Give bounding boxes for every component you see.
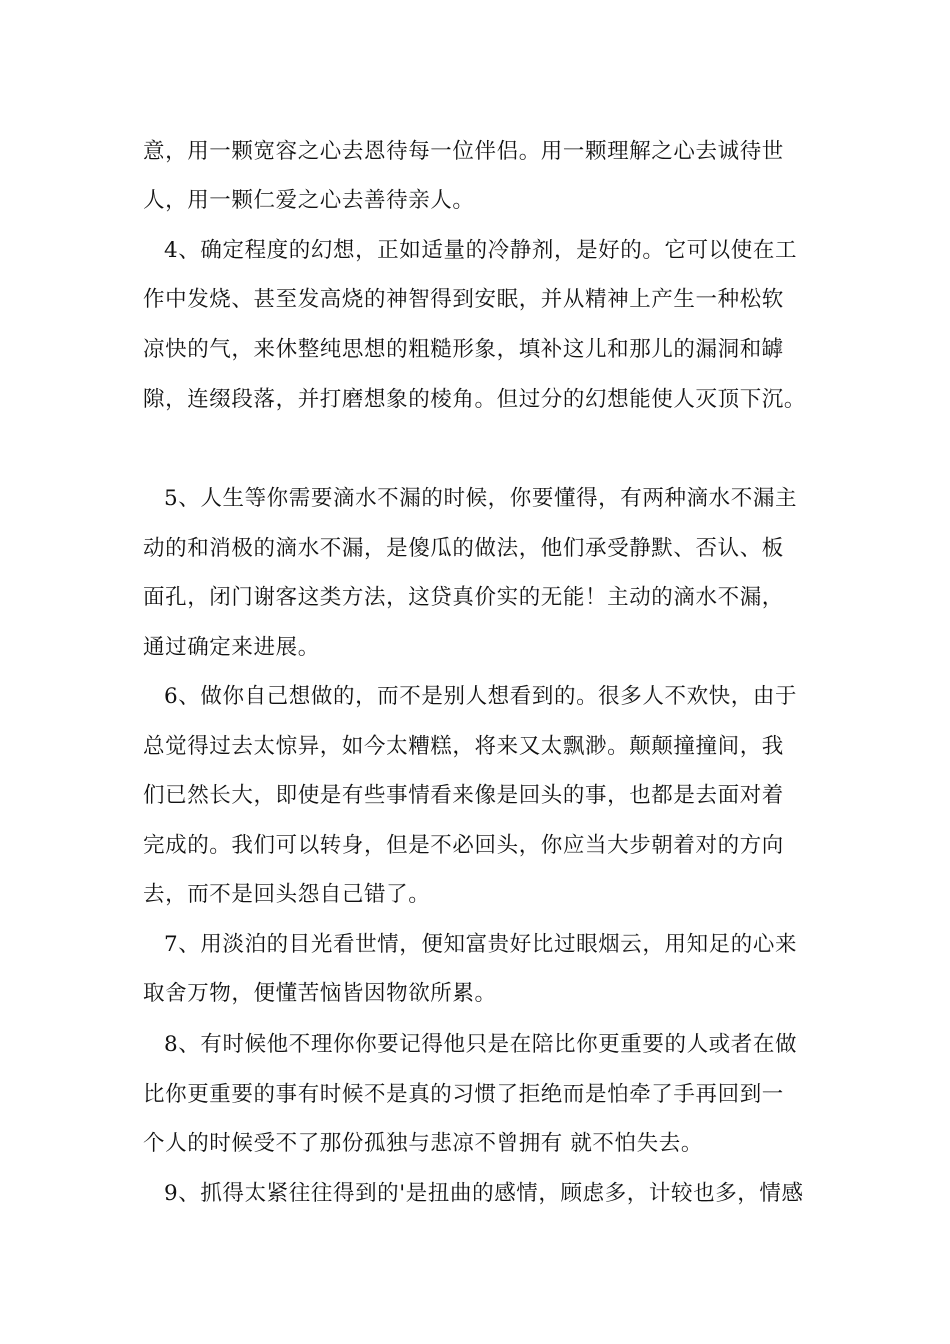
text-line: 总觉得过去太惊异，如今太糟糕，将来又太飘渺。颠颠撞撞间，我 <box>143 734 784 759</box>
paragraph-9-line: 9、抓得太紧往往得到的'是扭曲的感情，顾虑多，计较也多，情感 <box>164 1181 804 1206</box>
text-line: 去，而不是回头怨自己错了。 <box>143 882 431 907</box>
paragraph-4-line: 4、确定程度的幻想，正如适量的冷静剂，是好的。它可以使在工 <box>164 238 798 263</box>
text-line: 们已然长大，即使是有些事情看来像是回头的事，也都是去面对着 <box>143 783 784 808</box>
paragraph-6-line: 6、做你自己想做的，而不是别人想看到的。很多人不欢快，由于 <box>164 684 798 709</box>
paragraph-5-line: 5、人生等你需要滴水不漏的时候，你要懂得，有两种滴水不漏主 <box>164 486 798 511</box>
text-line: 作中发烧、甚至发高烧的神智得到安眠，并从精神上产生一种松软 <box>143 287 784 312</box>
text-line: 隙，连缀段落，并打磨想象的棱角。但过分的幻想能使人灭顶下沉。 <box>143 387 807 412</box>
text-line: 取舍万物，便懂苦恼皆因物欲所累。 <box>143 981 497 1006</box>
text-line: 人，用一颗仁爱之心去善待亲人。 <box>143 188 475 213</box>
paragraph-7-line: 7、用淡泊的目光看世情，便知富贵好比过眼烟云，用知足的心来 <box>164 932 798 957</box>
text-line: 通过确定来进展。 <box>143 635 320 660</box>
text-line: 个人的时候受不了那份孤独与悲凉不曾拥有 就不怕失去。 <box>143 1131 703 1156</box>
text-line: 面孔，闭门谢客这类方法，这贷真价实的无能！主动的滴水不漏， <box>143 585 784 610</box>
text-line: 凉快的气，来休整纯思想的粗糙形象，填补这儿和那儿的漏洞和罅 <box>143 337 784 362</box>
text-line: 意，用一颗宽容之心去恩待每一位伴侣。用一颗理解之心去诚待世 <box>143 139 784 164</box>
paragraph-8-line: 8、有时候他不理你你要记得他只是在陪比你更重要的人或者在做 <box>164 1032 798 1057</box>
text-line: 动的和消极的滴水不漏，是傻瓜的做法，他们承受静默、否认、板 <box>143 536 784 561</box>
text-line: 完成的。我们可以转身，但是不必回头，你应当大步朝着对的方向 <box>143 833 784 858</box>
text-line: 比你更重要的事有时候不是真的习惯了拒绝而是怕牵了手再回到一 <box>143 1082 784 1107</box>
